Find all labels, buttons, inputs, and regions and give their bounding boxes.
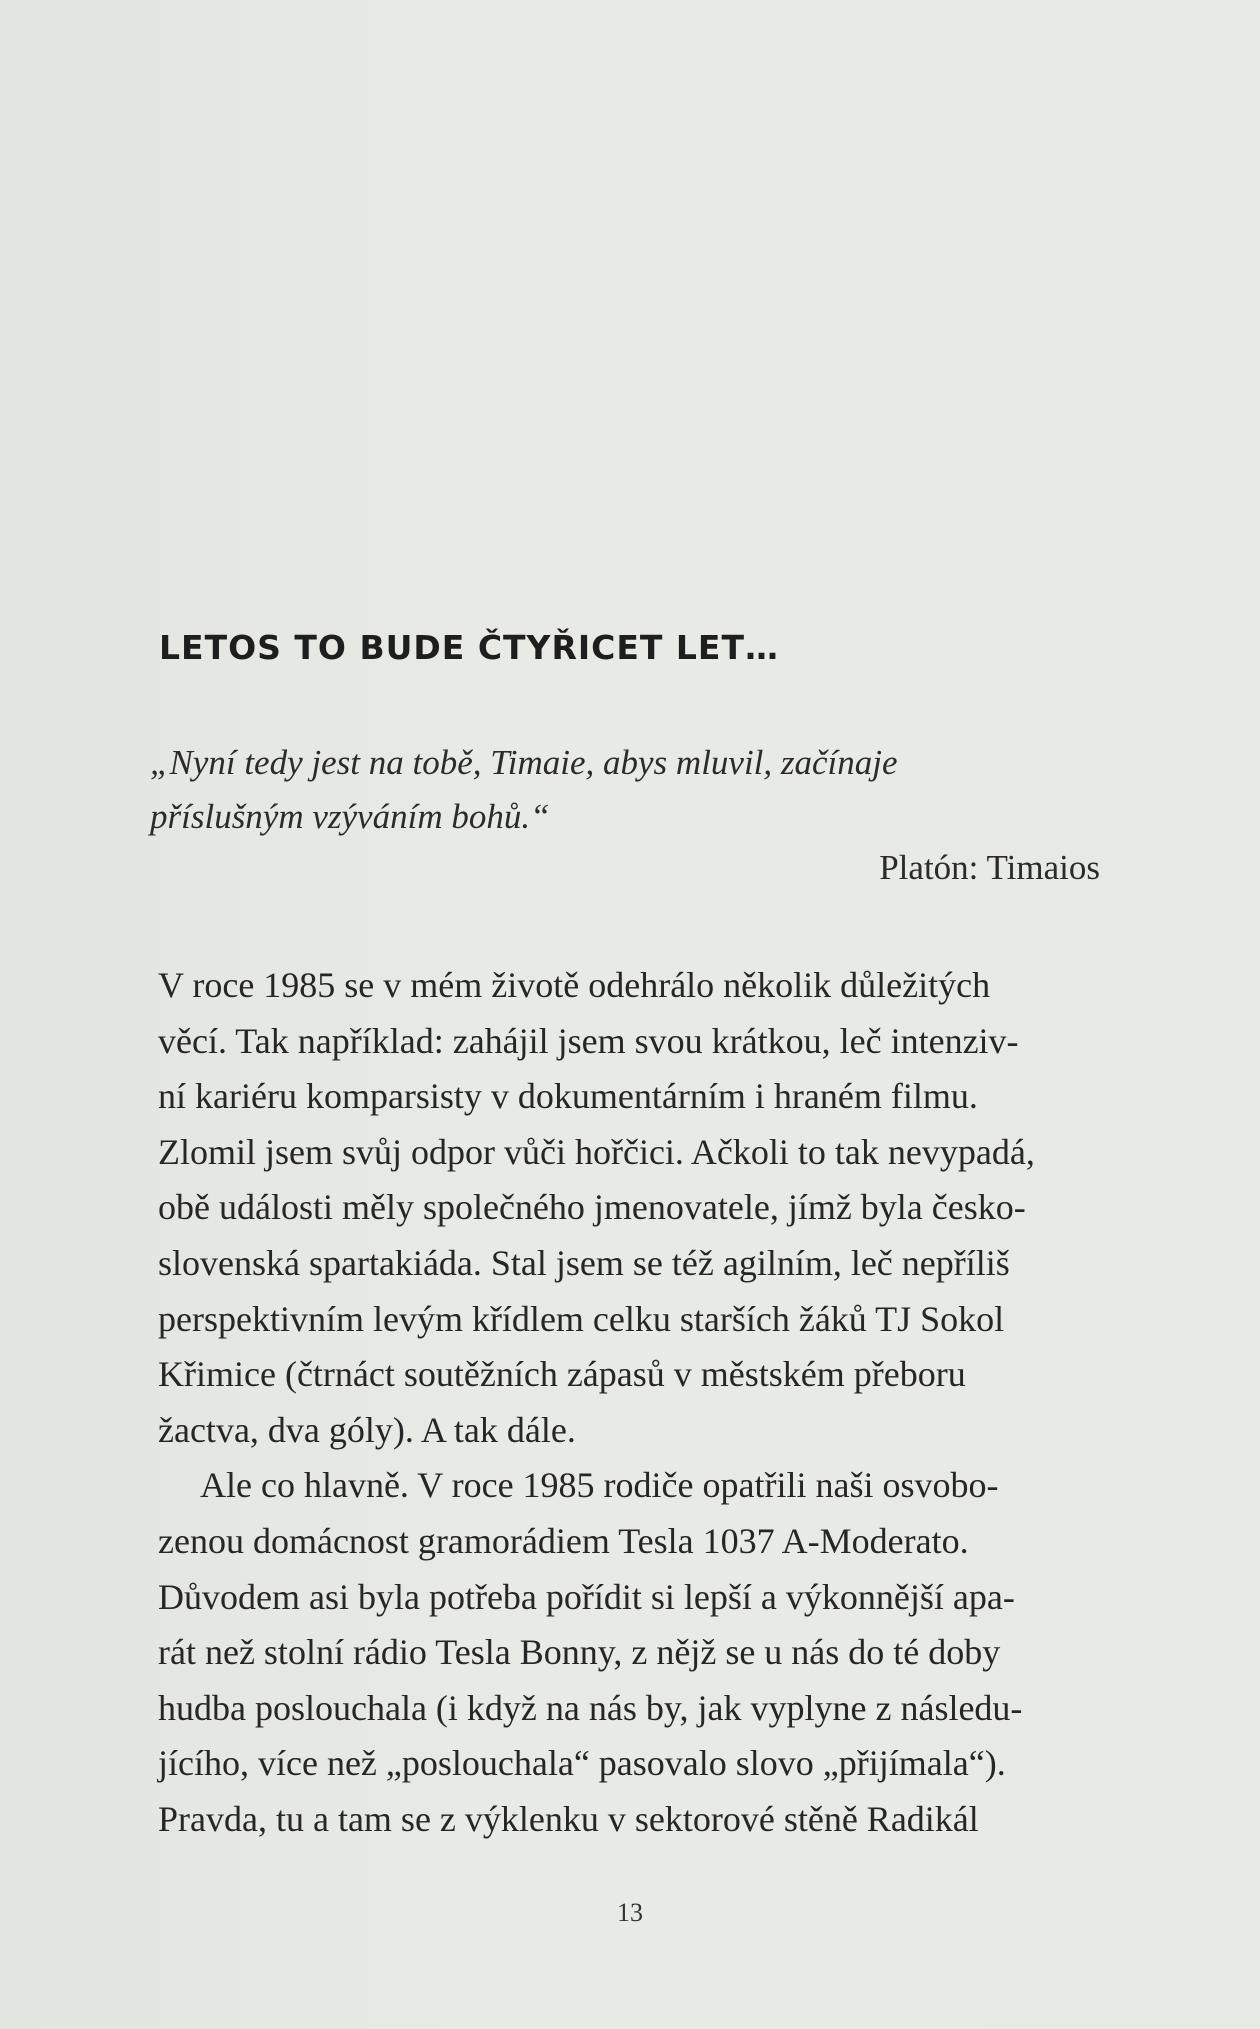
text-line: Pravda, tu a tam se z výklenku v sektorové stěně Radikál <box>158 1798 979 1839</box>
text-line: Důvodem asi byla potřeba pořídit si lepší a výkonnější apa- <box>158 1576 1015 1617</box>
text-line: žactva, dva góly). A tak dále. <box>158 1409 576 1450</box>
epigraph-line: „Nyní tedy jest na tobě, Timaie, abys mluvil, začínaje <box>150 743 898 782</box>
text-line: Zlomil jsem svůj odpor vůči hořčici. Ačkoli to tak nevypadá, <box>158 1131 1035 1172</box>
text-line: zenou domácnost gramorádiem Tesla 1037 A-Moderato. <box>158 1520 969 1561</box>
text-line: slovenská spartakiáda. Stal jsem se též agilním, leč nepříliš <box>158 1242 1010 1283</box>
text-line: ní kariéru komparsisty v dokumentárním i hraném filmu. <box>158 1076 978 1117</box>
epigraph <box>150 736 1100 844</box>
page-number: 13 <box>617 1898 643 1927</box>
text-line: hudba poslouchala (i když na nás by, jak vyplyne z následu- <box>158 1687 1023 1728</box>
text-line: jícího, více než „poslouchala“ pasovalo slovo „přijímala“). <box>158 1743 1006 1784</box>
chapter-heading: LETOS TO BUDE ČTYŘICET LET… <box>159 628 779 667</box>
text-line: věcí. Tak například: zahájil jsem svou krátkou, leč intenziv- <box>158 1020 1019 1061</box>
text-line: V roce 1985 se v mém životě odehrálo několik důležitých <box>158 965 991 1005</box>
epigraph-source: Platón: Timaios <box>879 848 1100 887</box>
text-line: obě události měly společného jmenovatele, jímž byla česko- <box>158 1187 1026 1228</box>
text-line: Ale co hlavně. V roce 1985 rodiče opatřili naši osvobo- <box>200 1465 999 1506</box>
epigraph-line: příslušným vzýváním bohů.“ <box>150 797 550 836</box>
text-line: Křimice (čtrnáct soutěžních zápasů v městském přeboru <box>158 1354 966 1395</box>
body-text <box>158 958 1118 1848</box>
text-line: perspektivním levým křídlem celku starších žáků TJ Sokol <box>158 1298 1005 1339</box>
text-line: rát než stolní rádio Tesla Bonny, z nějž se u nás do té doby <box>158 1632 1001 1673</box>
